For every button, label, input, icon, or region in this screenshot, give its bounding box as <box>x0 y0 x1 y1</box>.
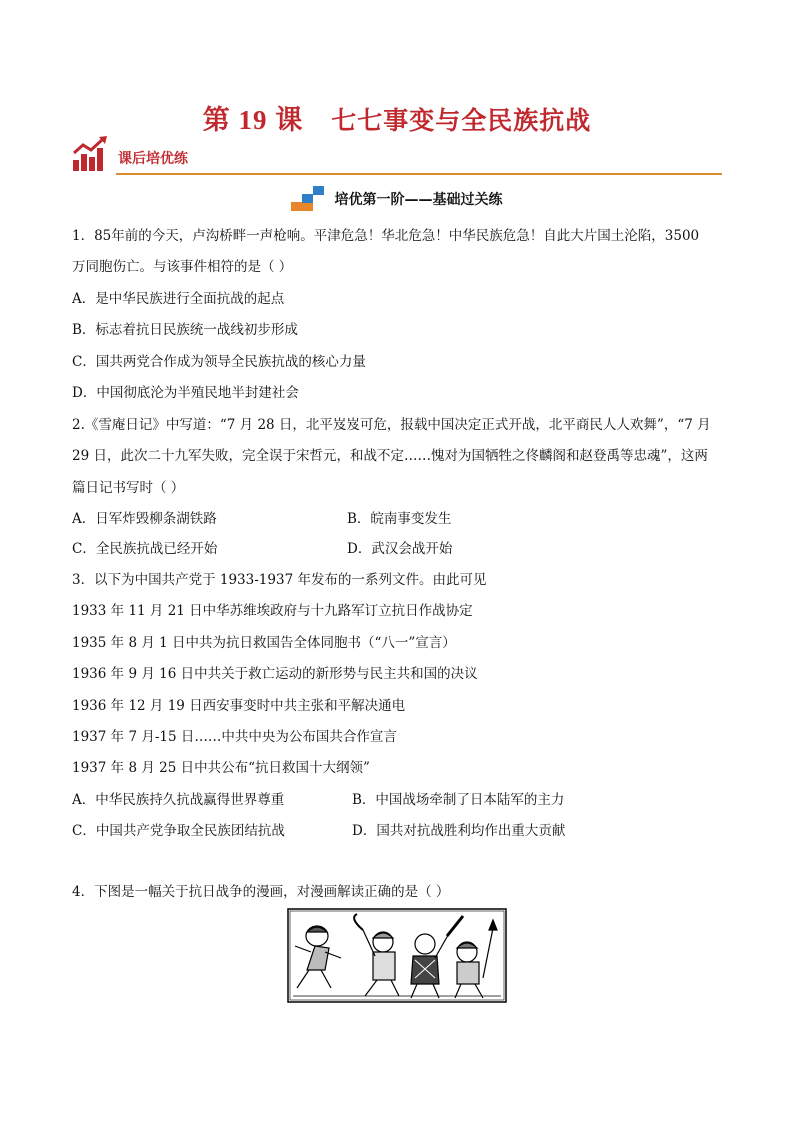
q1-option-a[interactable]: A．是中华民族进行全面抗战的起点 <box>72 291 285 307</box>
q4-stem: 4．下图是一幅关于抗日战争的漫画，对漫画解读正确的是（ ） <box>72 884 450 900</box>
q3-doc: 1935 年 8 月 1 日中共为抗日救国告全体同胞书（“八一”宣言） <box>72 635 456 651</box>
q2-stem-line3: 篇日记书写时（ ） <box>72 480 185 496</box>
lesson-number: 第 19 课 <box>202 105 304 135</box>
q3-option-b[interactable]: B．中国战场牵制了日本陆军的主力 <box>352 792 565 808</box>
page-title <box>0 98 794 137</box>
q3-options-row2 <box>72 822 722 840</box>
q3-options-row1 <box>72 791 722 809</box>
q3-doc: 1937 年 7 月-15 日……中共中央为公布国共合作宣言 <box>72 729 397 745</box>
q3-doc: 1936 年 12 月 19 日西安事变时中共主张和平解决通电 <box>72 698 406 714</box>
q1-option-b[interactable]: B．标志着抗日民族统一战线初步形成 <box>72 322 298 338</box>
q3-doc: 1937 年 8 月 25 日中共公布“抗日救国十大纲领” <box>72 760 370 776</box>
q1-stem-line2: 万同胞伤亡。与该事件相符的是（ ） <box>72 259 293 275</box>
q1-option-d[interactable]: D．中国彻底沦为半殖民地半封建社会 <box>72 385 299 401</box>
q2-stem-line2: 29 日，此次二十九军失败，完全误于宋哲元，和战不定……愧对为国牺牲之佟麟阁和赵登禹等忠魂”，这两 <box>72 448 708 464</box>
anti-japanese-war-cartoon <box>287 908 507 1003</box>
q3-doc: 1933 年 11 月 21 日中华苏维埃政府与十九路军订立抗日作战协定 <box>72 603 473 619</box>
q2-option-b[interactable]: B．皖南事变发生 <box>347 511 452 527</box>
section-label: 课后培优练 <box>118 151 188 167</box>
q2-options-row2 <box>72 540 722 558</box>
q3-doc: 1936 年 9 月 16 日中共关于救亡运动的新形势与民主共和国的决议 <box>72 666 478 682</box>
q2-option-d[interactable]: D．武汉会战开始 <box>347 541 453 557</box>
subheading-text: 培优第一阶——基础过关练 <box>334 192 503 208</box>
q1-option-c[interactable]: C．国共两党合作成为领导全民族抗战的核心力量 <box>72 354 366 370</box>
rising-chart-icon <box>72 136 108 172</box>
section-header <box>72 136 722 176</box>
q3-stem: 3．以下为中国共产党于 1933-1937 年发布的一系列文件。由此可见 <box>72 572 487 588</box>
q1-stem-line1: 1．85年前的今天，卢沟桥畔一声枪响。平津危急！华北危急！中华民族危急！自此大片国土沦陷，3500 <box>72 228 700 244</box>
q2-option-a[interactable]: A．日军炸毁柳条湖铁路 <box>72 511 217 527</box>
section-divider <box>116 173 722 175</box>
lesson-topic: 七七事变与全民族抗战 <box>331 106 592 135</box>
q2-option-c[interactable]: C．全民族抗战已经开始 <box>72 541 218 557</box>
q3-option-a[interactable]: A．中华民族持久抗战赢得世界尊重 <box>72 792 285 808</box>
stairs-icon <box>291 186 325 212</box>
level-subheading <box>0 186 794 212</box>
q3-option-c[interactable]: C．中国共产党争取全民族团结抗战 <box>72 823 285 839</box>
q2-stem-line1: 2.《雪庵日记》中写道：“7 月 28 日，北平岌岌可危，报载中国决定正式开战，北平商民人人欢舞”，“7 月 <box>72 417 711 433</box>
q3-option-d[interactable]: D．国共对抗战胜利均作出重大贡献 <box>352 823 566 839</box>
q2-options-row1 <box>72 510 722 528</box>
